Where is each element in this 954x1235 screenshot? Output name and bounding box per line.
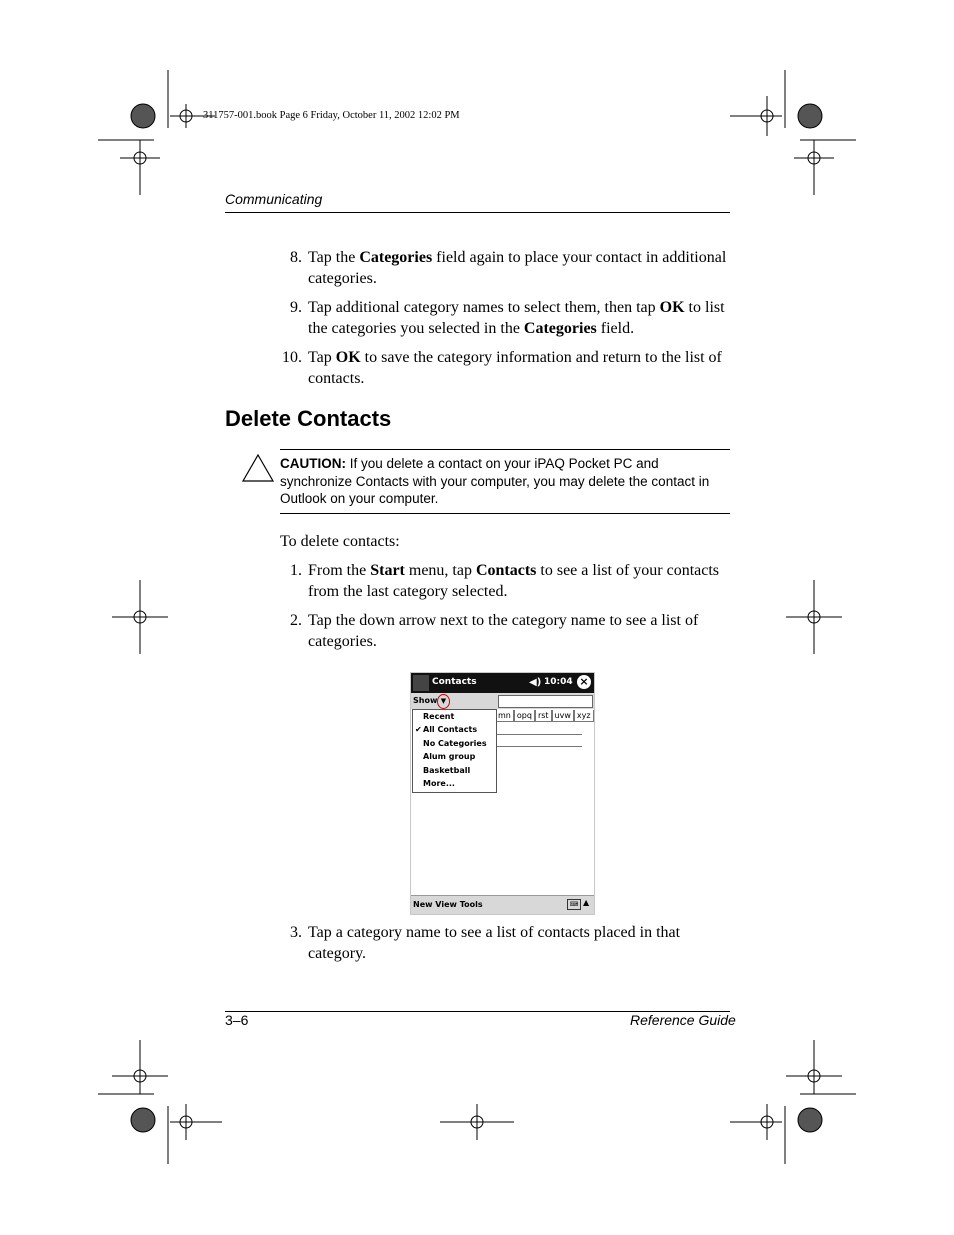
close-icon[interactable]: × [577,675,591,689]
tab-mn[interactable]: mn [495,710,514,722]
alphabet-tabs [495,710,594,722]
caution-label: CAUTION: [280,456,346,471]
pocket-pc-screenshot [410,672,595,915]
bold-term: Start [370,562,405,579]
step-3 [290,923,730,964]
bold-term: Categories [359,249,433,266]
header-rule [225,212,730,213]
list-line [497,746,582,747]
bold-term: OK [335,349,361,366]
caution-body: If you delete a contact on your iPAQ Pocket PC and synchronize Contacts with your computer, you may delete the contact in Outlook on your computer. [280,456,710,506]
caution-icon [241,453,275,483]
tab-rst[interactable]: rst [535,710,552,722]
tab-opq[interactable]: opq [514,710,535,722]
bold-term: Categories [523,319,597,337]
text: field. [596,319,635,337]
text: to list the categories you selected in the [308,299,725,337]
text: Tap the down arrow next to the category name to see a list of categories. [308,612,699,650]
list-line [497,734,582,735]
step-number: 1. [290,562,302,579]
step-number: 2. [290,612,302,629]
step-number: 9. [290,299,302,316]
step-number: 8. [290,249,302,266]
step-1 [290,561,730,602]
tab-xyz[interactable]: xyz [574,710,594,722]
step-8 [290,248,730,289]
menu-item-recent[interactable]: Recent [423,712,455,721]
category-bar [411,693,594,709]
bold-term: Contacts [475,562,537,579]
category-dropdown [412,709,497,793]
print-header: 311757-001.book Page 6 Friday, October 11, 2002 12:02 PM [203,110,460,121]
caution-top-rule [280,449,730,450]
bold-term: OK [659,299,685,316]
text: field again to place your contact in additional categories. [308,249,727,287]
text: Tap a category name to see a list of contacts placed in that category. [308,924,681,962]
menu-item-no-categories[interactable]: No Categories [423,739,487,748]
text: Tap the [308,249,360,266]
clock: 10:04 [544,677,573,687]
menu-item-more[interactable]: More... [423,779,455,788]
step-2 [290,611,730,652]
step-10 [282,348,730,389]
bottom-menu[interactable]: New View Tools [413,900,483,909]
show-label: Show [413,696,438,705]
running-head: Communicating [225,191,323,207]
menu-item-alum-group[interactable]: Alum group [423,752,476,761]
guide-title: Reference Guide [630,1012,736,1028]
menu-item-basketball[interactable]: Basketball [423,766,471,775]
speaker-icon: ◀) [529,677,542,688]
step-number: 3. [290,924,302,941]
caution-bottom-rule [280,513,730,514]
text: menu, tap [404,562,476,579]
tab-uvw[interactable]: uvw [552,710,574,722]
page-number: 3–6 [225,1012,249,1028]
keyboard-icon[interactable]: ⌨ [567,899,581,910]
search-input[interactable] [498,695,593,708]
text: to see a list of your contacts from the last category selected. [308,562,720,600]
chevron-up-icon[interactable]: ▲ [583,898,590,907]
step-number: 10. [282,349,302,366]
windows-logo-icon [413,675,429,691]
app-title: Contacts [432,677,477,687]
text: to save the category information and return to the list of contacts. [308,349,722,387]
text: From the [308,562,371,579]
caution-text [280,455,720,508]
section-title: Delete Contacts [225,406,392,431]
text: Tap [308,349,336,366]
intro: To delete contacts: [280,533,400,550]
menu-item-all-contacts[interactable]: All Contacts [423,725,478,734]
step-9 [290,298,730,339]
check-icon: ✔ [415,725,422,734]
command-bar [411,895,594,915]
chevron-down-icon[interactable]: ▼ [437,694,450,709]
title-bar [411,673,594,693]
text: Tap additional category names to select them, then tap [308,299,660,316]
